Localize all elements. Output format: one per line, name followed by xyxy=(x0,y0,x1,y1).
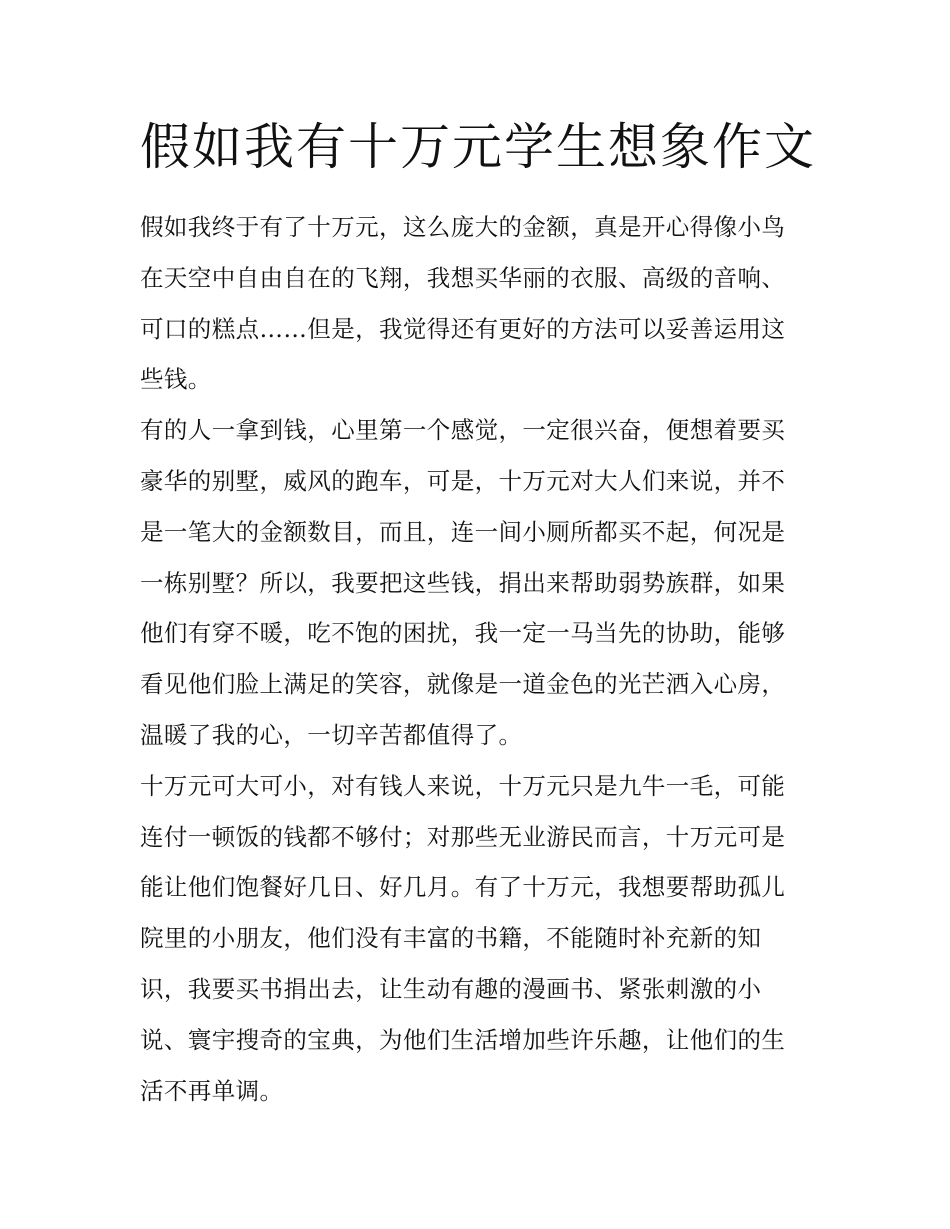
text-line: 识，我要买书捐出去，让生动有趣的漫画书、紧张刺激的小 xyxy=(140,974,762,1003)
text-line: 十万元可大可小，对有钱人来说，十万元只是九牛一毛，可能 xyxy=(140,771,786,800)
text-line: 可口的糕点……但是，我觉得还有更好的方法可以妥善运用这 xyxy=(140,314,786,343)
text-line: 院里的小朋友，他们没有丰富的书籍，不能随时补充新的知 xyxy=(140,924,762,953)
document-body xyxy=(140,202,820,1116)
text-line: 在天空中自由自在的飞翔，我想买华丽的衣服、高级的音响、 xyxy=(140,263,786,292)
text-line: 是一笔大的金额数目，而且，连一间小厕所都买不起，何况是 xyxy=(140,517,786,546)
document-title: 假如我有十万元学生想象作文 xyxy=(140,118,816,176)
text-line: 有的人一拿到钱，心里第一个感觉，一定很兴奋，便想着要买 xyxy=(140,416,786,445)
text-line: 能让他们饱餐好几日、好几月。有了十万元，我想要帮助孤儿 xyxy=(140,873,786,902)
text-line: 豪华的别墅，威风的跑车，可是，十万元对大人们来说，并不 xyxy=(140,466,786,495)
text-line: 活不再单调。 xyxy=(140,1076,284,1105)
text-line: 他们有穿不暖，吃不饱的困扰，我一定一马当先的协助，能够 xyxy=(140,619,786,648)
text-line: 看见他们脸上满足的笑容，就像是一道金色的光芒洒入心房， xyxy=(140,670,786,699)
text-line: 假如我终于有了十万元，这么庞大的金额，真是开心得像小鸟 xyxy=(140,213,786,241)
document-page xyxy=(140,112,820,1116)
text-line: 温暖了我的心，一切辛苦都值得了。 xyxy=(140,720,523,749)
text-line: 连付一顿饭的钱都不够付；对那些无业游民而言，十万元可是 xyxy=(140,822,786,851)
text-line: 些钱。 xyxy=(140,365,212,394)
text-line: 说、寰宇搜奇的宝典，为他们生活增加些许乐趣，让他们的生 xyxy=(140,1025,786,1054)
text-line: 一栋别墅？所以，我要把这些钱，捐出来帮助弱势族群，如果 xyxy=(140,568,786,597)
